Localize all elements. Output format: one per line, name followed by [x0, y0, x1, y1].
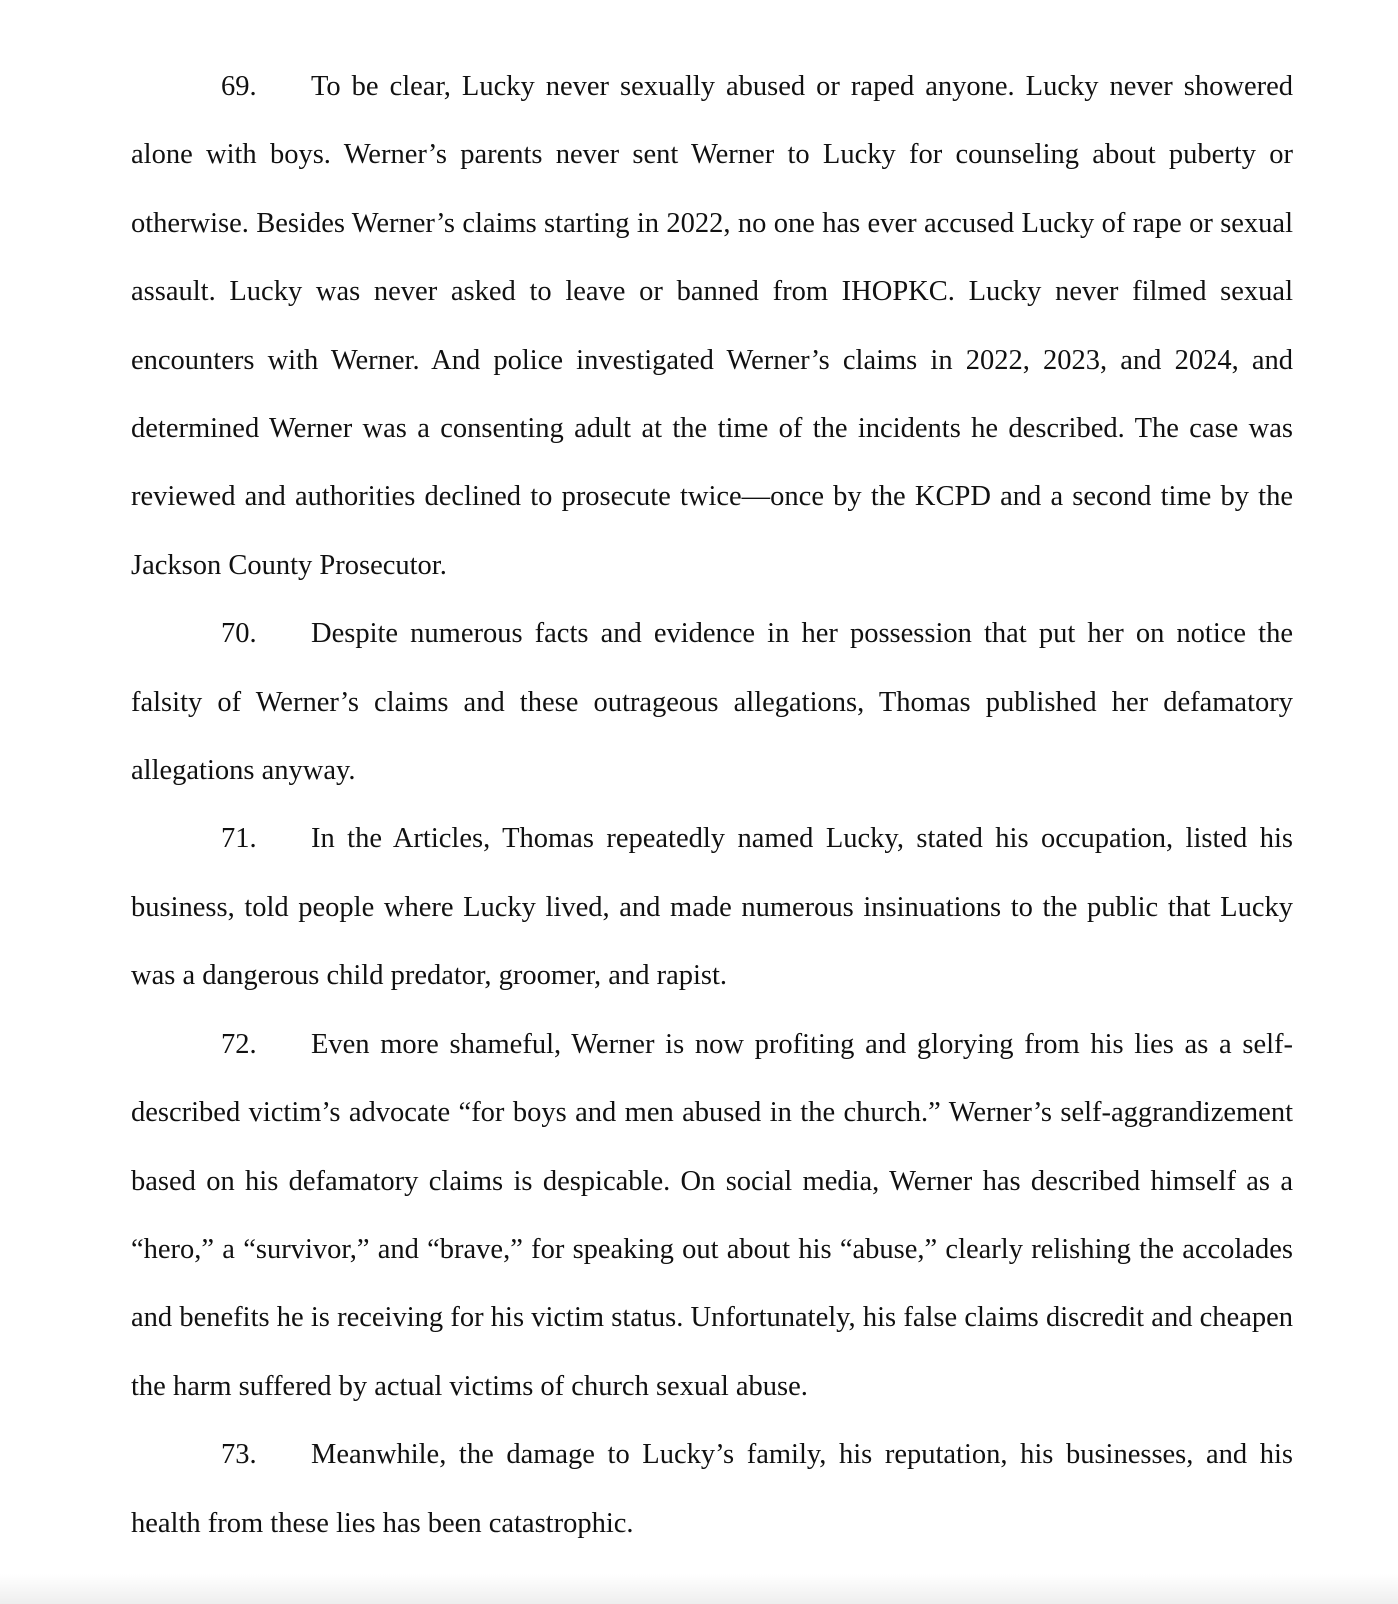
paragraph-number: 73. — [221, 1439, 257, 1471]
paragraph-69 — [131, 53, 1293, 600]
paragraph-text: Even more shameful, Werner is now profiting and glorying from his lies as a self-described victim’s advocate “for boys and men abused in the church.” Werner’s self-aggrandizement based on his defamatory claims is despicable. On social media, Werner has described himself as a “hero,” a “survivor,” and “brave,” for speaking out about his “abuse,” clearly relishing the accolades and benefits he is receiving for his victim status. Unfortunately, his false claims discredit and cheapen the harm suffered by actual victims of church sexual abuse. — [131, 1028, 1293, 1402]
paragraph-text: Despite numerous facts and evidence in her possession that put her on notice the falsity of Werner’s claims and these outrageous allegations, Thomas published her defamatory allegations anyway. — [131, 618, 1293, 787]
document-page — [131, 53, 1293, 1558]
paragraph-text: Meanwhile, the damage to Lucky’s family, his reputation, his businesses, and his health from these lies has been catastrophic. — [131, 1439, 1293, 1539]
paragraph-73 — [131, 1421, 1293, 1558]
paragraph-number: 72. — [221, 1028, 257, 1060]
page-bottom-edge — [0, 1574, 1398, 1604]
paragraph-71 — [131, 805, 1293, 1010]
paragraph-number: 71. — [221, 823, 257, 855]
paragraph-number: 70. — [221, 618, 257, 650]
paragraph-number: 69. — [221, 71, 257, 102]
paragraph-text: To be clear, Lucky never sexually abused or raped anyone. Lucky never showered alone with boys. Werner’s parents never sent Werner to Lucky for counseling about puberty or otherwise. Besides Werner’s claims starting in 2022, no one has ever accused Lucky of rape or sexual assault. Lucky was never asked to leave or banned from IHOPKC. Lucky never filmed sexual encounters with Werner. And police investigated Werner’s claims in 2022, 2023, and 2024, and determined Werner was a consenting adult at the time of the incidents he described. The case was reviewed and authorities declined to prosecute twice—once by the KCPD and a second time by the Jackson County Prosecutor. — [131, 71, 1293, 581]
paragraph-text: In the Articles, Thomas repeatedly named Lucky, stated his occupation, listed his business, told people where Lucky lived, and made numerous insinuations to the public that Lucky was a dangerous child predator, groomer, and rapist. — [131, 823, 1293, 992]
paragraph-72 — [131, 1011, 1293, 1421]
paragraph-70 — [131, 600, 1293, 805]
